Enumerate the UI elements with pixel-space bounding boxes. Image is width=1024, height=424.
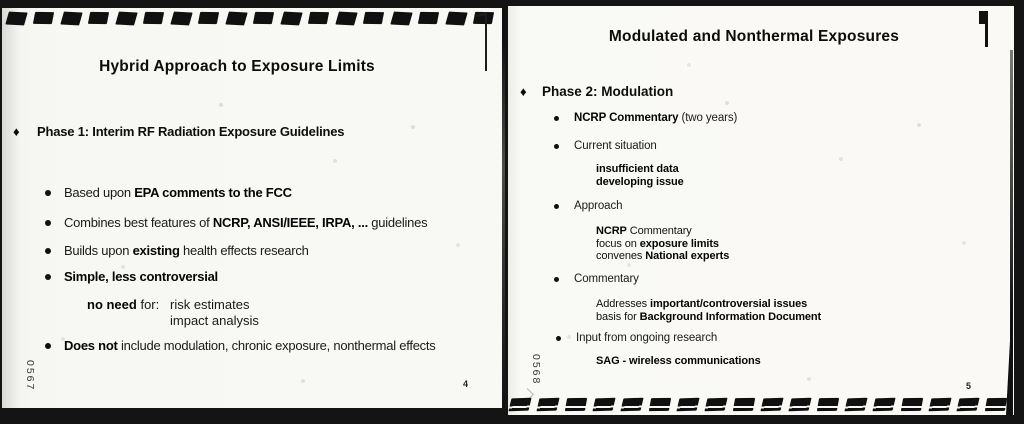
- bullet-item: Commentary: [574, 273, 639, 285]
- bullet-item: Input from ongoing research: [576, 332, 718, 344]
- note-line: risk estimates: [170, 297, 250, 312]
- note-line: impact analysis: [170, 313, 259, 328]
- scan-speckles: [508, 6, 510, 8]
- sub-line: [596, 238, 729, 251]
- bullet-item: [64, 185, 292, 200]
- film-sprocket-icon: [445, 12, 467, 26]
- sub-line-bold: National experts: [645, 250, 730, 262]
- film-sprocket-icon: [620, 398, 643, 412]
- bullet-item: Current situation: [574, 140, 657, 152]
- sub-line-bold: Background Information Document: [639, 310, 822, 323]
- film-sprocket-icon: [143, 12, 164, 24]
- film-frame-number: 0568: [530, 354, 542, 386]
- sub-line-bold: developing issue: [596, 175, 684, 188]
- film-sprocket-icon: [536, 398, 559, 412]
- film-sprocket-icon: [592, 398, 615, 412]
- sub-line-bold: insufficient data: [596, 163, 679, 175]
- bullet-text-bold: EPA comments to the FCC: [134, 185, 292, 200]
- film-sprocket-icon: [649, 398, 671, 411]
- film-sprocket-icon: [704, 398, 727, 412]
- sub-bullet-block: [596, 298, 821, 323]
- phase-heading: Phase 1: Interim RF Radiation Exposure Guidelines: [37, 124, 345, 139]
- scan-streak-artifact: [485, 15, 487, 71]
- film-sprocket-icon: [225, 12, 247, 26]
- film-sprocket-icon: [33, 12, 54, 24]
- note-label-rest: for:: [136, 297, 160, 312]
- bullet-icon: [554, 277, 559, 282]
- scan-speckles: [2, 8, 4, 10]
- bullet-text: (two years): [678, 112, 738, 124]
- sub-line-text: Addresses: [596, 298, 651, 310]
- sub-line: [596, 298, 821, 311]
- bullet-text-bold: NCRP Commentary: [574, 112, 679, 124]
- slide-page-5: [508, 6, 1014, 415]
- sub-line-text: convenes: [596, 250, 646, 262]
- sub-line: [596, 225, 729, 238]
- bullet-text-bold: existing: [132, 243, 180, 258]
- bullet-icon: [45, 190, 51, 196]
- slide-title: Hybrid Approach to Exposure Limits: [99, 58, 375, 75]
- sub-line: [596, 176, 684, 189]
- film-sprocket-icon: [508, 398, 531, 412]
- film-frame-number: 0567: [24, 360, 36, 392]
- bullet-text: Based upon: [64, 185, 135, 200]
- note-label: [87, 297, 159, 312]
- diamond-bullet-icon: ♦: [520, 84, 527, 99]
- note-lines: [170, 297, 259, 329]
- film-sprocket-icon: [817, 398, 839, 411]
- film-sprocket-icon: [928, 398, 951, 412]
- scan-flag-artifact: [985, 11, 988, 47]
- bullet-icon: [554, 204, 559, 209]
- film-sprocket-icon: [985, 398, 1007, 411]
- film-sprocket-icon: [308, 12, 329, 24]
- film-sprocket-icon: [170, 12, 192, 26]
- bullet-icon: [554, 144, 559, 149]
- sub-bullet-block: [596, 163, 684, 188]
- film-sprocket-icon: [418, 12, 439, 24]
- film-sprocket-icon: [363, 12, 384, 24]
- film-sprocket-icon: [788, 398, 811, 412]
- bullet-icon: [556, 336, 561, 341]
- film-sprocket-icon: [844, 398, 867, 412]
- film-sprocket-icon: [901, 398, 923, 411]
- film-sprocket-icon: [760, 398, 783, 412]
- bullet-text: Builds upon: [64, 243, 133, 258]
- sub-line-bold: exposure limits: [639, 237, 719, 250]
- sub-line: [596, 163, 684, 176]
- slide-page-4: [2, 8, 505, 408]
- bullet-text: health effects research: [179, 243, 309, 258]
- film-sprocket-icon: [253, 12, 274, 24]
- scan-edge-shadow: [502, 8, 505, 408]
- bullet-item: Approach: [574, 200, 623, 212]
- sub-line-bold: SAG - wireless communications: [596, 355, 761, 367]
- film-sprocket-icon: [956, 398, 979, 412]
- bullet-item: [64, 215, 427, 230]
- sub-line-text: Commentary: [626, 225, 692, 237]
- sub-line-text: basis for: [596, 310, 640, 323]
- film-sprocket-icon: [5, 12, 27, 26]
- film-sprocket-icon: [390, 12, 412, 26]
- film-sprocket-icon: [88, 12, 109, 24]
- film-sprocket-icon: [872, 398, 895, 412]
- slide-title: Modulated and Nonthermal Exposures: [608, 28, 900, 45]
- note-label-bold: no need: [87, 297, 137, 312]
- sub-bullet-block: [596, 225, 729, 263]
- bullet-text-bold: NCRP, ANSI/IEEE, IRPA, ...: [212, 215, 368, 230]
- bullet-icon: [45, 274, 51, 280]
- film-sprocket-icon: [115, 12, 137, 26]
- sub-line: [596, 250, 729, 263]
- film-sprocket-icon: [733, 398, 755, 411]
- diamond-bullet-icon: ♦: [13, 124, 20, 139]
- film-sprocket-icon: [60, 12, 82, 26]
- bullet-icon: [554, 116, 559, 121]
- sub-line-bold: NCRP: [596, 225, 627, 237]
- bullet-text: guidelines: [367, 215, 428, 230]
- sub-line: [596, 311, 821, 324]
- sub-line: [596, 355, 761, 368]
- film-sprocket-row-top: [7, 12, 493, 26]
- sub-line-text: focus on: [596, 237, 640, 250]
- bullet-text: include modulation, chronic exposure, nonthermal effects: [117, 338, 436, 353]
- bullet-item: [64, 269, 218, 284]
- page-number: 4: [463, 379, 469, 389]
- bullet-text-bold: Does not: [64, 338, 118, 353]
- bullet-item: [64, 243, 309, 258]
- bullet-icon: [45, 343, 51, 349]
- page-number: 5: [966, 381, 972, 391]
- bullet-text: Combines best features of: [64, 215, 213, 230]
- bullet-icon: [45, 248, 51, 254]
- phase-heading: Phase 2: Modulation: [542, 84, 674, 99]
- sub-bullet-block: [596, 355, 761, 368]
- bullet-icon: [45, 220, 51, 226]
- film-sprocket-icon: [335, 12, 357, 26]
- film-sprocket-row-bottom: [510, 398, 1006, 412]
- film-sprocket-icon: [565, 398, 587, 411]
- film-sprocket-icon: [280, 12, 302, 26]
- bullet-item: [64, 338, 436, 353]
- sub-line-bold: important/controversial issues: [650, 298, 808, 310]
- bullet-text-bold: Simple, less controversial: [64, 269, 218, 284]
- film-sprocket-icon: [198, 12, 219, 24]
- bullet-item: [574, 112, 737, 124]
- film-sprocket-icon: [676, 398, 699, 412]
